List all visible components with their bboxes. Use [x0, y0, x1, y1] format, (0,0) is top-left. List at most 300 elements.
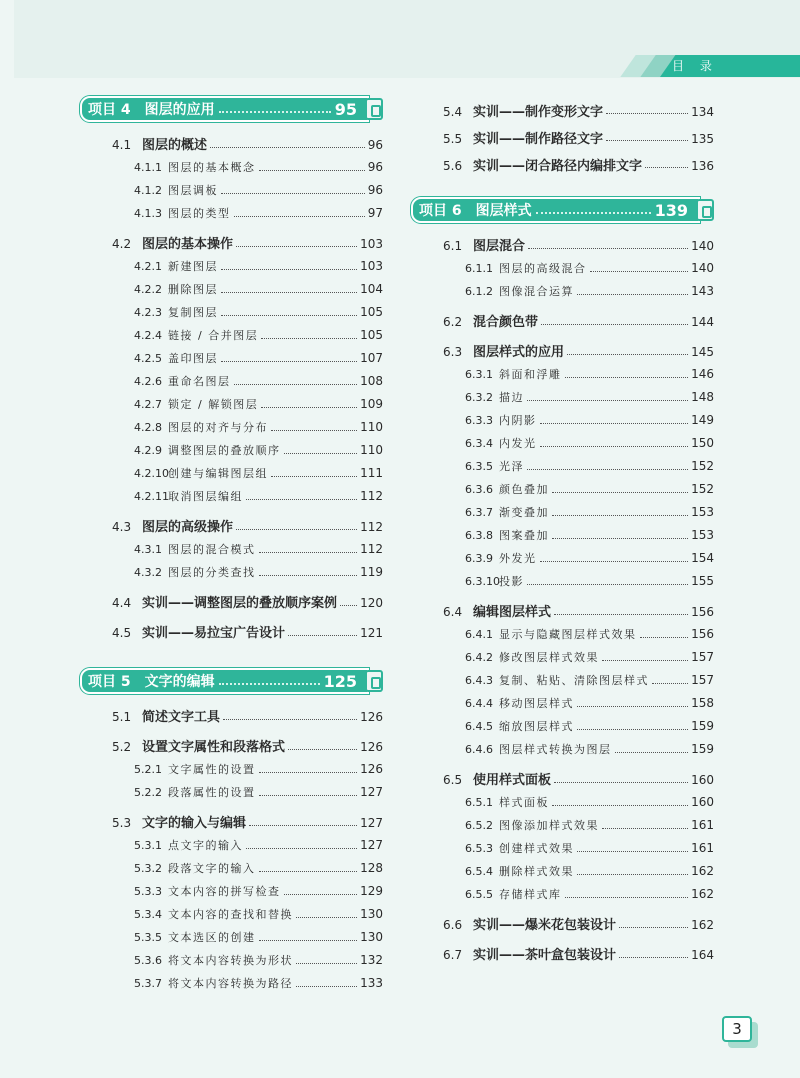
subsection-number: 4.2.8	[134, 421, 162, 434]
subsection-page: 132	[360, 953, 383, 967]
subsection-entry[interactable]	[411, 280, 714, 303]
subsection-entry[interactable]	[411, 814, 714, 837]
leader-dots	[288, 736, 357, 750]
subsection-entry[interactable]	[80, 324, 383, 347]
subsection-number: 5.3.4	[134, 908, 162, 921]
subsection-page: 107	[360, 351, 383, 365]
subsection-title: 斜面和浮雕	[499, 368, 562, 381]
chapter-page: 125	[323, 671, 357, 691]
leader-dots	[602, 646, 688, 661]
subsection-title: 复制图层	[168, 306, 218, 319]
subsection-page: 148	[691, 390, 714, 404]
section-number: 5.3	[112, 816, 132, 830]
subsection-title: 缩放图层样式	[499, 720, 574, 733]
subsection-title: 图像添加样式效果	[499, 819, 599, 832]
subsection-page: 143	[691, 284, 714, 298]
subsection-page: 103	[360, 259, 383, 273]
subsection-number: 6.4.4	[465, 697, 493, 710]
leader-dots	[210, 134, 365, 148]
subsection-entry[interactable]	[80, 439, 383, 462]
subsection-title: 颜色叠加	[499, 483, 549, 496]
section-page: 103	[360, 237, 383, 251]
subsection-entry[interactable]	[411, 409, 714, 432]
subsection-entry[interactable]	[411, 860, 714, 883]
leader-dots	[246, 834, 357, 849]
header-label: 目 录	[672, 59, 718, 73]
subsection-number: 6.3.1	[465, 368, 493, 381]
spacer	[80, 995, 383, 1001]
leader-dots	[284, 439, 358, 454]
subsection-title: 取消图层编组	[168, 490, 243, 503]
subsection-entry[interactable]	[411, 257, 714, 280]
subsection-page: 110	[360, 420, 383, 434]
leader-dots	[577, 837, 688, 852]
subsection-number: 4.2.9	[134, 444, 162, 457]
section-entry[interactable]	[411, 311, 714, 333]
subsection-title: 删除样式效果	[499, 865, 574, 878]
section-title: 简述文字工具	[142, 710, 221, 725]
subsection-entry[interactable]	[80, 949, 383, 972]
subsection-entry[interactable]	[80, 370, 383, 393]
subsection-entry[interactable]	[80, 857, 383, 880]
subsection-page: 162	[691, 864, 714, 878]
chapter-heading[interactable]	[80, 668, 383, 694]
subsection-entry[interactable]	[411, 623, 714, 646]
leader-dots	[565, 363, 689, 378]
subsection-entry[interactable]	[80, 880, 383, 903]
subsection-title: 内发光	[499, 437, 537, 450]
toc-left-column	[80, 96, 383, 1001]
subsection-page: 161	[691, 841, 714, 855]
section-page: 156	[691, 605, 714, 619]
leader-dots	[271, 462, 357, 477]
section-title: 实训——闭合路径内编排文字	[473, 159, 643, 174]
subsection-entry[interactable]	[411, 692, 714, 715]
leader-dots	[259, 926, 358, 941]
leader-dots	[577, 715, 688, 730]
leader-dots	[527, 455, 688, 470]
subsection-entry[interactable]	[411, 738, 714, 761]
subsection-title: 段落属性的设置	[168, 786, 256, 799]
subsection-page: 130	[360, 907, 383, 921]
subsection-entry[interactable]	[411, 837, 714, 860]
subsection-number: 6.3.8	[465, 529, 493, 542]
spacer	[80, 225, 383, 231]
spacer	[80, 728, 383, 734]
subsection-number: 6.3.6	[465, 483, 493, 496]
subsection-number: 6.5.3	[465, 842, 493, 855]
subsection-title: 新建图层	[168, 260, 218, 273]
leader-dots	[284, 880, 358, 895]
section-number: 6.5	[443, 773, 463, 787]
subsection-number: 4.1.2	[134, 184, 162, 197]
leader-dots	[567, 341, 688, 355]
leader-dots	[552, 478, 688, 493]
subsection-entry[interactable]	[80, 485, 383, 508]
subsection-number: 4.2.3	[134, 306, 162, 319]
leader-dots	[619, 914, 688, 928]
subsection-entry[interactable]	[411, 646, 714, 669]
subsection-entry[interactable]	[80, 301, 383, 324]
subsection-title: 调整图层的叠放顺序	[168, 444, 281, 457]
section-page: 126	[360, 710, 383, 724]
leader-dots	[236, 516, 357, 530]
subsection-entry[interactable]	[80, 926, 383, 949]
section-number: 6.2	[443, 315, 463, 329]
subsection-number: 5.3.2	[134, 862, 162, 875]
section-page: 121	[360, 626, 383, 640]
leader-dots	[565, 883, 689, 898]
subsection-page: 96	[367, 183, 383, 197]
leader-dots	[540, 409, 689, 424]
leader-dots	[540, 432, 689, 447]
subsection-title: 描边	[499, 391, 524, 404]
subsection-page: 130	[360, 930, 383, 944]
spacer	[411, 303, 714, 309]
leader-dots	[340, 592, 357, 606]
section-entry[interactable]	[411, 127, 714, 152]
subsection-number: 6.5.1	[465, 796, 493, 809]
subsection-number: 6.4.3	[465, 674, 493, 687]
subsection-page: 156	[691, 627, 714, 641]
subsection-title: 光泽	[499, 460, 524, 473]
subsection-number: 6.1.2	[465, 285, 493, 298]
subsection-entry[interactable]	[411, 455, 714, 478]
subsection-title: 复制、粘贴、清除图层样式	[499, 674, 649, 687]
subsection-number: 6.4.1	[465, 628, 493, 641]
section-page: 164	[691, 948, 714, 962]
section-title: 图层样式的应用	[473, 345, 565, 360]
section-title: 混合颜色带	[473, 315, 539, 330]
subsection-title: 文本内容的拼写检查	[168, 885, 281, 898]
subsection-page: 126	[360, 762, 383, 776]
chapter-title: 项目 5 文字的编辑	[88, 674, 215, 690]
subsection-entry[interactable]	[411, 432, 714, 455]
spacer	[411, 761, 714, 767]
subsection-title: 重命名图层	[168, 375, 231, 388]
subsection-page: 108	[360, 374, 383, 388]
spacer	[80, 584, 383, 590]
leader-dots	[234, 370, 358, 385]
subsection-number: 4.2.11	[134, 490, 169, 503]
subsection-number: 6.3.9	[465, 552, 493, 565]
leader-dots	[259, 561, 358, 576]
section-number: 6.1	[443, 239, 463, 253]
subsection-number: 6.3.2	[465, 391, 493, 404]
leader-dots	[259, 781, 358, 796]
leader-dots	[221, 347, 357, 362]
section-title: 实训——制作变形文字	[473, 105, 604, 120]
section-entry[interactable]	[80, 516, 383, 538]
subsection-title: 创建样式效果	[499, 842, 574, 855]
subsection-title: 渐变叠加	[499, 506, 549, 519]
subsection-entry[interactable]	[80, 156, 383, 179]
leader-dots	[221, 255, 357, 270]
subsection-number: 4.2.5	[134, 352, 162, 365]
subsection-number: 6.4.2	[465, 651, 493, 664]
subsection-entry[interactable]	[411, 669, 714, 692]
subsection-title: 将文本内容转换为形状	[168, 954, 293, 967]
chapter-heading[interactable]	[80, 96, 383, 122]
leader-dots	[528, 235, 688, 249]
subsection-page: 157	[691, 650, 714, 664]
leader-dots	[259, 857, 358, 872]
subsection-number: 5.3.5	[134, 931, 162, 944]
section-entry[interactable]	[411, 235, 714, 257]
leader-dots	[536, 206, 651, 214]
subsection-page: 112	[360, 489, 383, 503]
subsection-title: 图层样式转换为图层	[499, 743, 612, 756]
section-page: 134	[691, 105, 714, 119]
leader-dots	[246, 485, 357, 500]
subsection-entry[interactable]	[411, 524, 714, 547]
subsection-number: 4.1.3	[134, 207, 162, 220]
subsection-page: 149	[691, 413, 714, 427]
leader-dots	[652, 669, 688, 684]
spacer	[411, 179, 714, 197]
subsection-page: 140	[691, 261, 714, 275]
subsection-number: 4.2.6	[134, 375, 162, 388]
leader-dots	[606, 127, 688, 141]
subsection-page: 111	[360, 466, 383, 480]
subsection-entry[interactable]	[80, 903, 383, 926]
toc-right-column	[411, 96, 714, 972]
subsection-number: 5.2.2	[134, 786, 162, 799]
section-entry[interactable]	[80, 134, 383, 156]
spacer	[80, 804, 383, 810]
section-entry[interactable]	[411, 601, 714, 623]
chapter-page: 95	[334, 99, 357, 119]
subsection-page: 154	[691, 551, 714, 565]
leader-dots	[236, 233, 357, 247]
section-number: 6.4	[443, 605, 463, 619]
subsection-page: 153	[691, 528, 714, 542]
subsection-page: 160	[691, 795, 714, 809]
section-title: 实训——调整图层的叠放顺序案例	[142, 596, 338, 611]
subsection-entry[interactable]	[411, 501, 714, 524]
section-entry[interactable]	[411, 914, 714, 936]
section-number: 4.1	[112, 138, 132, 152]
leader-dots	[606, 100, 688, 114]
section-number: 5.6	[443, 159, 463, 173]
section-page: 126	[360, 740, 383, 754]
subsection-entry[interactable]	[80, 758, 383, 781]
subsection-number: 6.3.5	[465, 460, 493, 473]
subsection-number: 6.5.2	[465, 819, 493, 832]
subsection-title: 图层的分类查找	[168, 566, 256, 579]
subsection-entry[interactable]	[80, 393, 383, 416]
subsection-title: 图像混合运算	[499, 285, 574, 298]
subsection-title: 存储样式库	[499, 888, 562, 901]
subsection-entry[interactable]	[80, 347, 383, 370]
subsection-number: 4.2.7	[134, 398, 162, 411]
subsection-page: 161	[691, 818, 714, 832]
leader-dots	[577, 692, 688, 707]
subsection-entry[interactable]	[80, 462, 383, 485]
subsection-page: 105	[360, 328, 383, 342]
subsection-entry[interactable]	[411, 883, 714, 906]
subsection-entry[interactable]	[80, 972, 383, 995]
subsection-number: 4.3.2	[134, 566, 162, 579]
subsection-page: 104	[360, 282, 383, 296]
subsection-entry[interactable]	[80, 538, 383, 561]
chapter-heading[interactable]	[411, 197, 714, 223]
leader-dots	[259, 758, 358, 773]
section-number: 4.3	[112, 520, 132, 534]
subsection-number: 6.3.7	[465, 506, 493, 519]
subsection-entry[interactable]	[411, 363, 714, 386]
subsection-title: 点文字的输入	[168, 839, 243, 852]
chapter-heading-bar	[80, 668, 369, 694]
chapter-knot-ornament	[365, 670, 383, 692]
section-entry[interactable]	[411, 154, 714, 179]
section-number: 4.4	[112, 596, 132, 610]
leader-dots	[296, 972, 357, 987]
subsection-entry[interactable]	[411, 570, 714, 593]
leader-dots	[590, 257, 689, 272]
subsection-entry[interactable]	[411, 386, 714, 409]
subsection-number: 5.3.6	[134, 954, 162, 967]
subsection-number: 6.4.5	[465, 720, 493, 733]
subsection-page: 162	[691, 887, 714, 901]
section-entry[interactable]	[80, 622, 383, 644]
subsection-page: 110	[360, 443, 383, 457]
subsection-number: 6.5.4	[465, 865, 493, 878]
section-title: 文字的输入与编辑	[142, 816, 247, 831]
leader-dots	[223, 706, 357, 720]
subsection-page: 127	[360, 838, 383, 852]
subsection-page: 112	[360, 542, 383, 556]
subsection-entry[interactable]	[411, 715, 714, 738]
subsection-title: 移动图层样式	[499, 697, 574, 710]
subsection-page: 158	[691, 696, 714, 710]
chapter-page: 139	[654, 200, 688, 220]
subsection-title: 图层的高级混合	[499, 262, 587, 275]
subsection-title: 内阴影	[499, 414, 537, 427]
subsection-page: 157	[691, 673, 714, 687]
leader-dots	[540, 547, 689, 562]
subsection-entry[interactable]	[411, 791, 714, 814]
leader-dots	[296, 949, 357, 964]
subsection-page: 128	[360, 861, 383, 875]
subsection-page: 159	[691, 719, 714, 733]
subsection-entry[interactable]	[411, 478, 714, 501]
leader-dots	[221, 179, 365, 194]
subsection-page: 146	[691, 367, 714, 381]
subsection-entry[interactable]	[80, 781, 383, 804]
subsection-title: 显示与隐藏图层样式效果	[499, 628, 637, 641]
subsection-page: 159	[691, 742, 714, 756]
leader-dots	[619, 944, 688, 958]
section-page: 120	[360, 596, 383, 610]
section-number: 6.6	[443, 918, 463, 932]
subsection-page: 129	[360, 884, 383, 898]
subsection-title: 删除图层	[168, 283, 218, 296]
subsection-page: 150	[691, 436, 714, 450]
subsection-entry[interactable]	[80, 561, 383, 584]
leader-dots	[552, 791, 688, 806]
section-entry[interactable]	[411, 944, 714, 966]
leader-dots	[527, 386, 688, 401]
section-page: 136	[691, 159, 714, 173]
subsection-page: 133	[360, 976, 383, 990]
subsection-number: 6.3.10	[465, 575, 500, 588]
subsection-number: 6.5.5	[465, 888, 493, 901]
section-page: 162	[691, 918, 714, 932]
leader-dots	[271, 416, 357, 431]
section-entry[interactable]	[80, 592, 383, 614]
section-number: 4.5	[112, 626, 132, 640]
section-page: 160	[691, 773, 714, 787]
section-page: 144	[691, 315, 714, 329]
section-entry[interactable]	[80, 736, 383, 758]
spacer	[80, 508, 383, 514]
leader-dots	[296, 903, 357, 918]
section-page: 112	[360, 520, 383, 534]
leader-dots	[234, 202, 365, 217]
section-entry[interactable]	[411, 100, 714, 125]
subsection-page: 105	[360, 305, 383, 319]
subsection-title: 创建与编辑图层组	[168, 467, 268, 480]
subsection-title: 链接 / 合并图层	[168, 329, 259, 342]
section-entry[interactable]	[80, 706, 383, 728]
chapter-title: 项目 6 图层样式	[419, 203, 532, 219]
section-title: 实训——茶叶盒包装设计	[473, 948, 617, 963]
subsection-title: 文本选区的创建	[168, 931, 256, 944]
leader-dots	[527, 570, 688, 585]
section-entry[interactable]	[80, 233, 383, 255]
subsection-entry[interactable]	[411, 547, 714, 570]
leader-dots	[541, 311, 688, 325]
subsection-entry[interactable]	[80, 255, 383, 278]
subsection-number: 4.2.2	[134, 283, 162, 296]
section-title: 图层的高级操作	[142, 520, 234, 535]
leader-dots	[577, 860, 688, 875]
section-title: 设置文字属性和段落格式	[142, 740, 286, 755]
section-entry[interactable]	[411, 769, 714, 791]
spacer	[411, 333, 714, 339]
leader-dots	[288, 622, 357, 636]
leader-dots	[552, 501, 688, 516]
leader-dots	[221, 278, 357, 293]
subsection-number: 6.3.4	[465, 437, 493, 450]
section-entry[interactable]	[411, 341, 714, 363]
subsection-page: 119	[360, 565, 383, 579]
subsection-entry[interactable]	[80, 202, 383, 225]
section-title: 图层的基本操作	[142, 237, 234, 252]
subsection-number: 4.2.4	[134, 329, 162, 342]
subsection-entry[interactable]	[80, 179, 383, 202]
subsection-number: 4.3.1	[134, 543, 162, 556]
section-number: 6.7	[443, 948, 463, 962]
section-number: 6.3	[443, 345, 463, 359]
leader-dots	[554, 601, 688, 615]
subsection-title: 图层的混合模式	[168, 543, 256, 556]
leader-dots	[554, 769, 688, 783]
section-title: 使用样式面板	[473, 773, 552, 788]
subsection-entry[interactable]	[80, 278, 383, 301]
subsection-entry[interactable]	[80, 416, 383, 439]
leader-dots	[259, 156, 365, 171]
subsection-entry[interactable]	[80, 834, 383, 857]
leader-dots	[552, 524, 688, 539]
section-page: 140	[691, 239, 714, 253]
chapter-heading-bar	[80, 96, 369, 122]
subsection-page: 155	[691, 574, 714, 588]
leader-dots	[577, 280, 688, 295]
subsection-title: 锁定 / 解锁图层	[168, 398, 259, 411]
section-entry[interactable]	[80, 812, 383, 834]
